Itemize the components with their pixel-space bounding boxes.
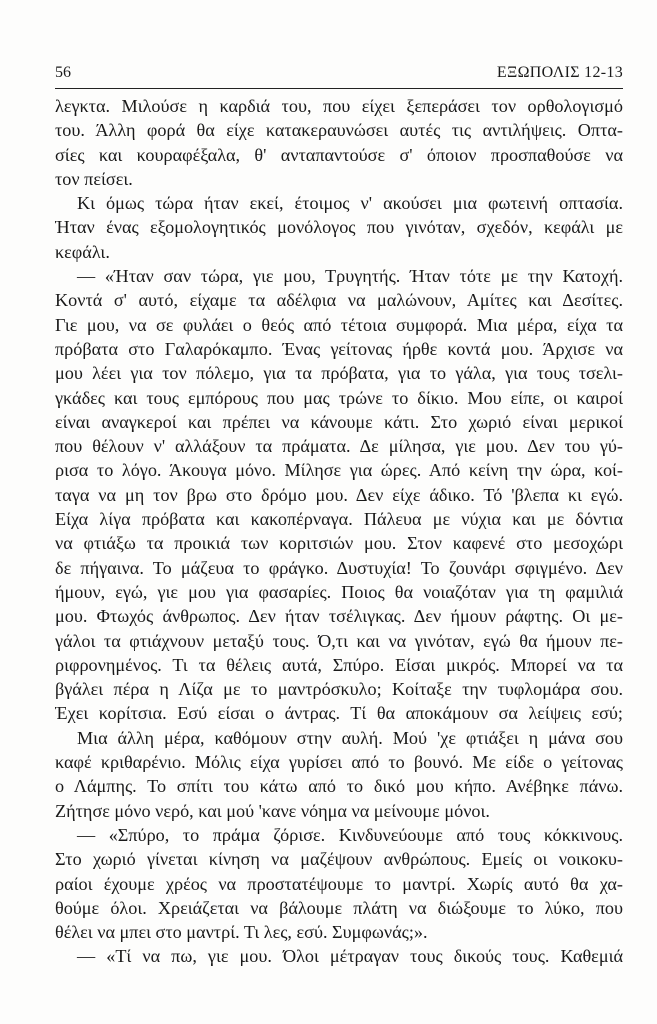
text-line: ταγα να μη τον βρω στο δρόμο μου. Δεν είχε άδικο. Τό 'βλεπα κι εγώ. — [55, 484, 623, 505]
text-line: Γιε μου, να σε φυλάει ο θεός από τέτοια συμφορά. Μια μέρα, είχα τα — [55, 314, 623, 335]
text-line: να φτιάξω τα προικιά των κοριτσιών μου. Στον καφενέ στο μεσοχώρι — [55, 533, 623, 554]
text-line: — «Ήταν σαν τώρα, γιε μου, Τρυγητής. Ήταν τότε με την Κατοχή. — [77, 266, 623, 287]
text-line: θέλει να μπει στο μαντρί. Τι λες, εσύ. Συμφωνάς;». — [55, 922, 428, 943]
text-line: καφέ κριθαρένιο. Μόλις είχα γυρίσει από το βουνό. Με είδε ο γείτονας — [55, 752, 623, 773]
text-line: βγάλει πέρα η Λίζα με το μαντρόσκυλο; Κοίταξε την τυφλομάρα σου. — [55, 679, 623, 700]
text-line: Μια άλλη μέρα, καθόμουν στην αυλή. Μού 'χε φτιάξει η μάνα σου — [77, 727, 623, 748]
text-line: Στο χωριό γίνεται κίνηση να μαζέψουν ανθρώπους. Εμείς οι νοικοκυ- — [55, 849, 623, 870]
text-line: Ζήτησε μόνο νερό, και μού 'κανε νόημα να μείνουμε μόνοι. — [55, 800, 490, 821]
text-line: θούμε όλοι. Χρειάζεται να βάλουμε πλάτη να διώξουμε το λύκο, που — [55, 897, 623, 918]
text-line: μου λέει για τον πόλεμο, για τα πρόβατα, για το γάλα, για τους τσελι- — [55, 363, 623, 384]
text-line: ο Λάμπης. Το σπίτι του κάτω από το δικό μου κήπο. Ανέβηκε πάνω. — [55, 776, 623, 797]
text-line: Έχει κορίτσια. Εσύ είσαι ο άντρας. Τί θα αποκάμουν σα λείψεις εσύ; — [55, 703, 623, 724]
text-line: ριφρονημένος. Τι τα θέλεις αυτά, Σπύρο. Είσαι μικρός. Μπορεί να τα — [55, 654, 623, 675]
text-line: πρόβατα στο Γαλαρόκαμπο. Ένας γείτονας ήρθε κοντά μου. Άρχισε να — [55, 338, 623, 359]
text-line: που θέλουν ν' αλλάξουν τα πράματα. Δε μίλησα, γιε μου. Δεν του γύ- — [55, 436, 623, 457]
text-line: γκάδες και τους εμπόρους που μας τρώνε το δίκιο. Μου είπε, οι καιροί — [55, 387, 623, 408]
text-line: — «Τί να πω, γιε μου. Όλοι μέτραγαν τους δικούς τους. Καθεμιά — [77, 946, 623, 967]
text-line: τον πείσει. — [55, 168, 133, 189]
text-line: είναι αναγκεροί και πρέπει να κάνουμε κάτι. Στο χωριό είναι μερικοί — [55, 411, 623, 432]
text-line: σίες και κουραφέξαλα, θ' ανταπαντούσε σ' όποιον προσπαθούσε να — [55, 144, 623, 165]
text-line: λεγκτα. Μιλούσε η καρδιά του, που είχει ξεπεράσει τον ορθολογισμό — [55, 96, 623, 116]
journal-title: ΕΞΩΠΟΛΙΣ 12-13 — [496, 64, 623, 81]
text-line: δε πήγαινα. Το μάζευα το φράγκο. Δυστυχία! Το ζουνάρι σφιγμένο. Δεν — [55, 557, 623, 578]
header-rule — [55, 88, 623, 89]
text-line: γάλοι τα φτιάχνουν μεταξύ τους. Ό,τι και να γινόταν, εγώ θα ήμουν πε- — [55, 630, 623, 651]
text-line: Είχα λίγα πρόβατα και κακοπέρναγα. Πάλευα με νύχια και με δόντια — [55, 509, 623, 530]
text-line: ραίοι έχουμε χρέος να προστατέψουμε το μαντρί. Χωρίς αυτό θα χα- — [55, 873, 623, 894]
running-header — [55, 62, 623, 84]
page-number: 56 — [55, 64, 71, 81]
text-line: Κοντά σ' αυτό, είχαμε τα αδέλφια να μαλώνουν, Αμίτες και Δεσίτες. — [55, 290, 623, 311]
text-line: ήμουν, εγώ, γιε μου για φασαρίες. Ποιος θα νοιαζόταν για τη φαμιλιά — [55, 581, 623, 602]
text-line: Κι όμως τώρα ήταν εκεί, έτοιμος ν' ακούσει μια φωτεινή οπτασία. — [77, 193, 623, 214]
text-line: μου. Φτωχός άνθρωπος. Δεν ήταν τσέλιγκας. Δεν ήμουν ράφτης. Οι με- — [55, 606, 623, 627]
body-text — [55, 94, 623, 969]
text-line: κεφάλι. — [55, 241, 110, 262]
text-line: του. Άλλη φορά θα είχε κατακεραυνώσει αυτές τις αντιλήψεις. Οπτα- — [55, 120, 623, 141]
text-line: Ήταν ένας εξομολογητικός μονόλογος που γινόταν, σχεδόν, κεφάλι με — [55, 217, 623, 238]
text-line: ρισα το λόγο. Άκουγα μόνο. Μίλησε για ώρες. Από κείνη την ώρα, κοί- — [55, 460, 623, 481]
text-line: — «Σπύρο, το πράμα ζόρισε. Κινδυνεύουμε από τους κόκκινους. — [77, 824, 623, 845]
